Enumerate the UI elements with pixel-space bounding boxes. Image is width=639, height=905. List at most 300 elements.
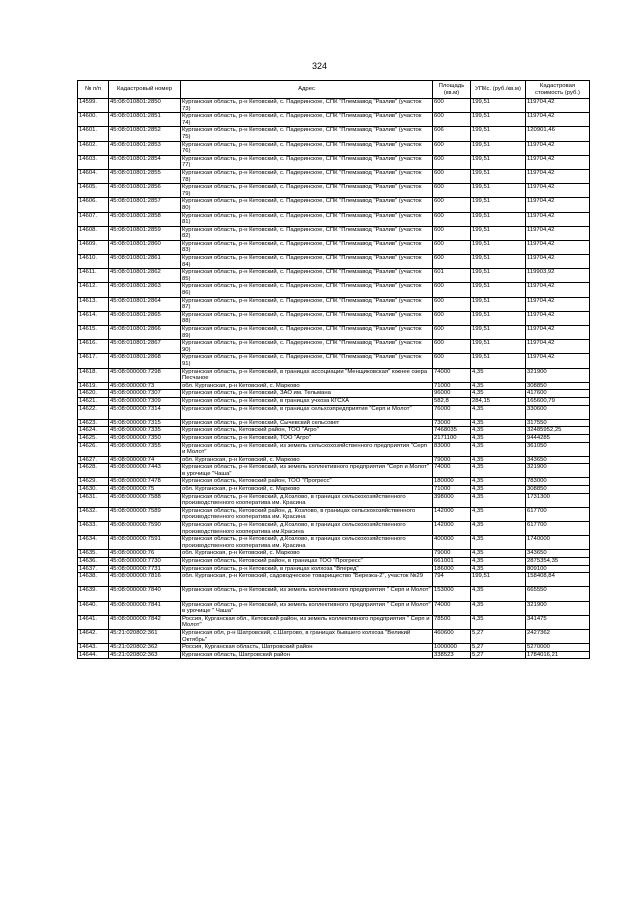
row-number-cell: 14638.: [78, 573, 109, 587]
cadastral-number-cell: 45:08:010801:2867: [109, 340, 181, 354]
row-number-cell: 14626.: [78, 442, 109, 456]
cadastral-number-cell: 45:21:020802:363: [109, 651, 181, 659]
address-cell: Курганская область, р-н Кетовский, с. Падеринское, СПК "Племзавод "Разлив" (участок 83): [181, 240, 433, 254]
area-cell: 74000: [433, 368, 471, 382]
table-row: [78, 601, 590, 615]
table-row: [78, 311, 590, 325]
row-number-cell: 14642.: [78, 629, 109, 643]
address-cell: Курганская область, Кетовский район, ТОО "Агро": [181, 427, 433, 435]
table-row: [78, 442, 590, 456]
cadastral-value-cell: 783000: [526, 478, 590, 486]
upks-cell: 199,51: [471, 340, 526, 354]
area-cell: 600: [433, 283, 471, 297]
cadastral-value-cell: 321900: [526, 601, 590, 615]
upks-cell: 199,51: [471, 169, 526, 183]
address-cell: Курганская область, р-н Кетовский, с. Падеринское, СПК "Племзавод "Разлив" (участок 77): [181, 155, 433, 169]
table-row: [78, 615, 590, 629]
cadastral-number-cell: 45:08:010801:2864: [109, 297, 181, 311]
row-number-cell: 14630.: [78, 486, 109, 494]
upks-cell: 4,35: [471, 405, 526, 419]
address-cell: Курганская область, р-н Кетовский, с. Падеринское, СПК "Племзавод "Разлив" (участок 89): [181, 326, 433, 340]
table-row: [78, 493, 590, 507]
area-cell: 600: [433, 311, 471, 325]
area-cell: 186000: [433, 565, 471, 573]
row-number-cell: 14639.: [78, 587, 109, 601]
cadastral-value-cell: 5270000: [526, 644, 590, 652]
column-header-address: Адрес: [181, 81, 433, 99]
cadastral-value-cell: 308850: [526, 382, 590, 390]
cadastral-value-cell: 2427362: [526, 629, 590, 643]
cadastral-value-cell: 617700: [526, 522, 590, 536]
upks-cell: 4,35: [471, 507, 526, 521]
address-cell: Курганская область, р-н Кетовский, с. Падеринское, СПК "Племзавод "Разлив" (участок 81): [181, 212, 433, 226]
table-row: [78, 255, 590, 269]
cadastral-value-cell: 321900: [526, 464, 590, 478]
row-number-cell: 14637.: [78, 565, 109, 573]
table-header-row: [78, 81, 590, 99]
cadastral-number-cell: 45:21:020802:362: [109, 644, 181, 652]
cadastral-number-cell: 45:08:000000:7816: [109, 573, 181, 587]
cadastral-number-cell: 45:08:010801:2863: [109, 283, 181, 297]
cadastral-number-cell: 45:08:010801:2853: [109, 141, 181, 155]
cadastral-value-cell: 341475: [526, 615, 590, 629]
row-number-cell: 14599.: [78, 99, 109, 113]
row-number-cell: 14617.: [78, 354, 109, 368]
row-number-cell: 14616.: [78, 340, 109, 354]
cadastral-value-cell: 158408,84: [526, 573, 590, 587]
table-row: [78, 198, 590, 212]
table-row: [78, 456, 590, 464]
address-cell: Курганская область, р-н Кетовский, ТОО "Агро": [181, 434, 433, 442]
upks-cell: 199,51: [471, 326, 526, 340]
area-cell: 83000: [433, 442, 471, 456]
cadastral-number-cell: 45:08:000000:7590: [109, 522, 181, 536]
row-number-cell: 14608.: [78, 226, 109, 240]
area-cell: 600: [433, 99, 471, 113]
area-cell: 794: [433, 573, 471, 587]
address-cell: Курганская область, р-н Кетовский, д.Козлово, в границах сельскохозяйственного производственного кооператива им.Красина: [181, 522, 433, 536]
area-cell: 600: [433, 240, 471, 254]
address-cell: Курганская область, р-н Кетовский, в границах учхоза КГСХА: [181, 397, 433, 405]
cadastral-value-cell: 1731300: [526, 493, 590, 507]
row-number-cell: 14606.: [78, 198, 109, 212]
row-number-cell: 14620.: [78, 390, 109, 398]
address-cell: Курганская область, р-н Кетовский, с. Падеринское, СПК "Племзавод "Разлив" (участок 79): [181, 184, 433, 198]
cadastral-number-cell: 45:08:000000:7840: [109, 587, 181, 601]
column-header-upks: УПКс. (руб./кв.м): [471, 81, 526, 99]
upks-cell: 4,35: [471, 536, 526, 550]
area-cell: 338523: [433, 651, 471, 659]
row-number-cell: 14618.: [78, 368, 109, 382]
upks-cell: 4,35: [471, 493, 526, 507]
upks-cell: 4,35: [471, 368, 526, 382]
cadastral-value-cell: 120901,46: [526, 127, 590, 141]
address-cell: Курганская область, р-н Кетовский, из земель коллективного предприятия " Серп и Молот" в урочище " Чаша": [182, 601, 431, 615]
table-row: [78, 419, 590, 427]
cadastral-value-cell: 119704,42: [526, 297, 590, 311]
area-cell: 600: [433, 297, 471, 311]
upks-cell: 4,35: [471, 427, 526, 435]
table-row: [78, 629, 590, 643]
address-cell: Курганская область, р-н Кетовский, Сычевский сельсовет: [181, 419, 433, 427]
row-number-cell: 14613.: [78, 297, 109, 311]
cadastral-value-cell: 119704,42: [526, 198, 590, 212]
table-row: [78, 99, 590, 113]
area-cell: 142000: [433, 522, 471, 536]
address-cell: Курганская область, Кетовский район, в границах ТОО "Прогресс": [181, 558, 433, 566]
area-cell: 600: [433, 113, 471, 127]
upks-cell: 4,35: [471, 615, 526, 629]
address-cell: обл. Курганская, р-н Кетовский, с. Марково: [181, 550, 433, 558]
table-row: [78, 368, 590, 382]
address-cell: Курганская область, р-н Кетовский, с. Падеринское, СПК "Племзавод "Разлив" (участок 82): [181, 226, 433, 240]
upks-cell: 199,51: [471, 155, 526, 169]
cadastral-value-cell: 617700: [526, 507, 590, 521]
address-cell: Курганская область, р-н Кетовский, с. Падеринское, СПК "Племзавод "Разлив" (участок 76): [181, 141, 433, 155]
row-number-cell: 14636.: [78, 558, 109, 566]
upks-cell: 199,51: [471, 269, 526, 283]
upks-cell: 4,35: [471, 486, 526, 494]
cadastral-number-cell: 45:21:020802:361: [109, 629, 181, 643]
table-row: [78, 558, 590, 566]
column-header-cadastral-value: Кадастровая стоимость (руб.): [526, 81, 590, 99]
area-cell: 74000: [433, 601, 471, 615]
area-cell: 71000: [433, 486, 471, 494]
cadastral-number-cell: 45:08:010801:2861: [109, 255, 181, 269]
cadastral-value-cell: 165600,79: [526, 397, 590, 405]
cadastral-number-cell: 45:08:000000:7478: [109, 478, 181, 486]
cadastral-value-cell: 32485952,25: [526, 427, 590, 435]
cadastral-number-cell: 45:08:000000:7355: [109, 442, 181, 456]
address-cell: обл. Курганская, р-н Кетовский, с. Марково: [181, 486, 433, 494]
upks-cell: 199,51: [471, 283, 526, 297]
cadastral-number-cell: 45:08:010801:2852: [109, 127, 181, 141]
area-cell: 600: [433, 354, 471, 368]
cadastral-value-cell: 343650: [526, 550, 590, 558]
table-row: [78, 573, 590, 587]
table-row: [78, 390, 590, 398]
area-cell: 600: [433, 198, 471, 212]
cadastral-number-cell: 45:08:010801:2857: [109, 198, 181, 212]
cadastral-value-cell: 1784016,21: [526, 651, 590, 659]
cadastral-number-cell: 45:08:000000:7335: [109, 427, 181, 435]
upks-cell: 199,51: [471, 198, 526, 212]
upks-cell: 4,35: [471, 419, 526, 427]
upks-cell: 5,27: [471, 629, 526, 643]
cadastral-number-cell: 45:08:000000:76: [109, 550, 181, 558]
cadastral-value-cell: 119704,42: [526, 255, 590, 269]
row-number-cell: 14633.: [78, 522, 109, 536]
area-cell: 600: [433, 141, 471, 155]
upks-cell: 5,27: [471, 651, 526, 659]
row-number-cell: 14628.: [78, 464, 109, 478]
table-row: [78, 478, 590, 486]
table-row: [78, 405, 590, 419]
cadastral-value-cell: 9444285: [526, 434, 590, 442]
row-number-cell: 14632.: [78, 507, 109, 521]
upks-cell: 199,51: [471, 113, 526, 127]
area-cell: 78500: [433, 615, 471, 629]
upks-cell: 199,51: [471, 226, 526, 240]
cadastral-value-cell: 119704,42: [526, 141, 590, 155]
cadastral-value-cell: 308850: [526, 486, 590, 494]
cadastral-number-cell: 45:08:000000:7298: [109, 368, 181, 382]
table-row: [78, 644, 590, 652]
cadastral-number-cell: 45:08:000000:7307: [109, 390, 181, 398]
area-cell: 661001: [433, 558, 471, 566]
cadastral-number-cell: 45:08:010801:2851: [109, 113, 181, 127]
cadastral-number-cell: 45:08:000000:7443: [109, 464, 181, 478]
upks-cell: 4,35: [471, 550, 526, 558]
column-header-cadastral-number: Кадастровый номер: [109, 81, 181, 99]
address-cell: обл. Курганская, р-н Кетовский, садоводческое товарищество "Березка-2", участок №29: [181, 573, 433, 587]
row-number-cell: 14621.: [78, 397, 109, 405]
cadastral-value-cell: 417600: [526, 390, 590, 398]
address-cell: Россия, Курганская область, Шатровский район: [181, 644, 433, 652]
upks-cell: 4,35: [471, 434, 526, 442]
cadastral-number-cell: 45:08:010801:2860: [109, 240, 181, 254]
cadastral-number-cell: 45:08:000000:7588: [109, 493, 181, 507]
address-cell: Курганская область, р-н Кетовский, с. Падеринское, СПК "Племзавод "Разлив" (участок 88): [181, 311, 433, 325]
cadastral-value-cell: 2875354,35: [526, 558, 590, 566]
table-row: [78, 141, 590, 155]
row-number-cell: 14604.: [78, 169, 109, 183]
cadastral-number-cell: 45:08:000000:7591: [109, 536, 181, 550]
table-row: [78, 340, 590, 354]
cadastral-number-cell: 45:08:010801:2856: [109, 184, 181, 198]
address-cell: Россия, Курганская обл., Кетовский район, из земель коллективного предприятия " Серп и Молот": [181, 615, 433, 629]
cadastral-number-cell: 45:08:000000:74: [109, 456, 181, 464]
area-cell: 398000: [433, 493, 471, 507]
area-cell: 73000: [433, 419, 471, 427]
cadastral-number-cell: 45:08:000000:73: [109, 382, 181, 390]
address-cell: Курганская область, р-н Кетовский, с. Падеринское, СПК "Племзавод "Разлив" (участок 75): [181, 127, 433, 141]
area-cell: 2171100: [433, 434, 471, 442]
upks-cell: 199,51: [471, 354, 526, 368]
upks-cell: 4,35: [471, 478, 526, 486]
area-cell: 600: [433, 340, 471, 354]
table-row: [78, 464, 590, 478]
table-row: [78, 127, 590, 141]
upks-cell: 199,51: [471, 141, 526, 155]
table-row: [78, 269, 590, 283]
address-cell: Курганская область, р-н Кетовский, с. Падеринское, СПК "Племзавод "Разлив" (участок 87): [181, 297, 433, 311]
address-cell: Курганская область, р-н Кетовский, с. Падеринское, СПК "Племзавод "Разлив" (участок 86): [181, 283, 433, 297]
address-cell: Курганская область, р-н Кетовский, из земель коллективного предприятия " Серп и Молот": [181, 587, 433, 601]
cadastral-value-cell: 119704,42: [526, 99, 590, 113]
row-number-cell: 14644.: [78, 651, 109, 659]
cadastral-value-cell: 809100: [526, 565, 590, 573]
upks-cell: 4,35: [471, 522, 526, 536]
table-row: [78, 113, 590, 127]
area-cell: 153000: [433, 587, 471, 601]
cadastral-number-cell: 45:08:000000:7731: [109, 565, 181, 573]
area-cell: 600: [433, 212, 471, 226]
table-row: [78, 283, 590, 297]
row-number-cell: 14643.: [78, 644, 109, 652]
row-number-cell: 14601.: [78, 127, 109, 141]
area-cell: 600: [433, 155, 471, 169]
address-cell: Курганская область, р-н Кетовский, с. Падеринское, СПК "Племзавод "Разлив" (участок 91): [181, 354, 433, 368]
row-number-cell: 14623.: [78, 419, 109, 427]
cadastral-number-cell: 45:08:010801:2865: [109, 311, 181, 325]
table-row: [78, 651, 590, 659]
address-cell: Курганская область, р-н Кетовский, с. Падеринское, СПК "Племзавод "Разлив" (участок 80): [181, 198, 433, 212]
upks-cell: 199,51: [471, 212, 526, 226]
cadastral-value-cell: 119704,42: [526, 354, 590, 368]
area-cell: 400000: [433, 536, 471, 550]
cadastral-number-cell: 45:08:010801:2850: [109, 99, 181, 113]
upks-cell: 199,51: [471, 127, 526, 141]
row-number-cell: 14627.: [78, 456, 109, 464]
upks-cell: 199,51: [471, 297, 526, 311]
upks-cell: 4,35: [471, 442, 526, 456]
upks-cell: 4,35: [471, 464, 526, 478]
area-cell: 96000: [433, 390, 471, 398]
upks-cell: 4,35: [471, 601, 526, 615]
table-row: [78, 550, 590, 558]
upks-cell: 4,35: [471, 456, 526, 464]
upks-cell: 4,35: [471, 587, 526, 601]
address-cell: Курганская область, р-н Кетовский, с. Падеринское, СПК "Племзавод "Разлив" (участок 90): [181, 340, 433, 354]
row-number-cell: 14641.: [78, 615, 109, 629]
cadastral-number-cell: 45:08:010801:2859: [109, 226, 181, 240]
row-number-cell: 14622.: [78, 405, 109, 419]
area-cell: 7468035: [433, 427, 471, 435]
table-row: [78, 155, 590, 169]
area-cell: 79000: [433, 550, 471, 558]
table-row: [78, 354, 590, 368]
address-cell: Курганская область, р-н Кетовский, с. Падеринское, СПК "Племзавод "Разлив" (участок 78): [181, 169, 433, 183]
cadastral-number-cell: 45:08:000000:7841: [109, 601, 181, 615]
area-cell: 582,8: [433, 397, 471, 405]
area-cell: 142000: [433, 507, 471, 521]
upks-cell: 4,35: [471, 390, 526, 398]
upks-cell: 4,35: [471, 565, 526, 573]
row-number-cell: 14605.: [78, 184, 109, 198]
upks-cell: 199,51: [471, 311, 526, 325]
address-cell: обл. Курганская, р-н Кетовский, с. Марково: [181, 382, 433, 390]
upks-cell: 199,51: [471, 573, 526, 587]
address-cell: Курганская область, р-н Кетовский, с. Падеринское, СПК "Племзавод "Разлив" (участок 73): [181, 99, 433, 113]
cadastral-number-cell: 45:08:010801:2854: [109, 155, 181, 169]
table-row: [78, 522, 590, 536]
row-number-cell: 14625.: [78, 434, 109, 442]
row-number-cell: 14600.: [78, 113, 109, 127]
cadastral-register-table: [77, 80, 590, 659]
table-row: [78, 184, 590, 198]
upks-cell: 4,35: [471, 558, 526, 566]
address-cell: Курганская область, р-н Кетовский, с. Падеринское, СПК "Племзавод "Разлив" (участок 84): [181, 255, 433, 269]
cadastral-value-cell: 321900: [526, 368, 590, 382]
upks-cell: 199,51: [471, 255, 526, 269]
area-cell: 600: [433, 169, 471, 183]
row-number-cell: 14607.: [78, 212, 109, 226]
row-number-cell: 14611.: [78, 269, 109, 283]
row-number-cell: 14614.: [78, 311, 109, 325]
row-number-cell: 14640.: [78, 601, 109, 615]
address-cell: Курганская область, р-н Кетовский, из земель коллективного предприятия "Серп и Молот" в урочище "Чаша": [181, 464, 433, 478]
table-row: [78, 434, 590, 442]
upks-cell: 4,35: [471, 382, 526, 390]
address-cell: Курганская область, р-н Кетовский, в границах колхоза "Вперед": [181, 565, 433, 573]
cadastral-number-cell: 45:08:000000:75: [109, 486, 181, 494]
cadastral-value-cell: 317550: [526, 419, 590, 427]
address-cell: Курганская область, р-н Кетовский, д.Козлово, в границах сельскохозяйственного производственного кооператива им. Красина: [181, 493, 433, 507]
cadastral-number-cell: 45:08:010801:2868: [109, 354, 181, 368]
address-cell: Курганская обл, р-н Шатровский, с.Шатрово, в границах бывшего колхоза "Великий Октябрь": [181, 629, 433, 643]
area-cell: 600: [433, 184, 471, 198]
cadastral-value-cell: 119704,42: [526, 184, 590, 198]
table-row: [78, 507, 590, 521]
cadastral-value-cell: 119704,42: [526, 226, 590, 240]
address-cell: Курганская область, Кетовский район, ТОО "Прогресс": [181, 478, 433, 486]
cadastral-value-cell: 330600: [526, 405, 590, 419]
upks-cell: 284,15: [471, 397, 526, 405]
row-number-cell: 14609.: [78, 240, 109, 254]
upks-cell: 199,51: [471, 184, 526, 198]
address-cell: обл. Курганская, р-н Кетовский, с. Марково: [181, 456, 433, 464]
cadastral-value-cell: 1740000: [526, 536, 590, 550]
cadastral-number-cell: 45:08:010801:2862: [109, 269, 181, 283]
area-cell: 600: [433, 226, 471, 240]
row-number-cell: 14624.: [78, 427, 109, 435]
address-cell: Курганская область, Шатровский район: [181, 651, 433, 659]
upks-cell: 199,51: [471, 240, 526, 254]
cadastral-value-cell: 119704,42: [526, 155, 590, 169]
area-cell: 74000: [433, 464, 471, 478]
cadastral-value-cell: 119704,42: [526, 113, 590, 127]
row-number-cell: 14629.: [78, 478, 109, 486]
area-cell: 600: [433, 326, 471, 340]
address-cell: Курганская область, р-н Кетовский, в границах ассоциации "Менщиковская" южнее озера Песчаное: [181, 368, 433, 382]
address-cell: Курганская область, р-н Кетовский, ЗАО им. Тельмана: [181, 390, 433, 398]
upks-cell: 199,51: [471, 99, 526, 113]
cadastral-number-cell: 45:08:000000:7842: [109, 615, 181, 629]
row-number-cell: 14610.: [78, 255, 109, 269]
table-row: [78, 427, 590, 435]
row-number-cell: 14602.: [78, 141, 109, 155]
row-number-cell: 14619.: [78, 382, 109, 390]
table-row: [78, 565, 590, 573]
cadastral-number-cell: 45:08:010801:2855: [109, 169, 181, 183]
table-row: [78, 240, 590, 254]
cadastral-value-cell: 119903,92: [526, 269, 590, 283]
row-number-cell: 14615.: [78, 326, 109, 340]
cadastral-value-cell: 361050: [526, 442, 590, 456]
table-row: [78, 486, 590, 494]
cadastral-number-cell: 45:08:010801:2866: [109, 326, 181, 340]
area-cell: 71000: [433, 382, 471, 390]
table-row: [78, 169, 590, 183]
column-header-number: № п/п: [78, 81, 109, 99]
page-number: 324: [311, 61, 328, 71]
table-row: [78, 226, 590, 240]
address-cell: Курганская область, р-н Кетовский, с. Падеринское, СПК "Племзавод "Разлив" (участок 85): [181, 269, 433, 283]
area-cell: 606: [433, 127, 471, 141]
cadastral-value-cell: 119704,42: [526, 240, 590, 254]
table-row: [78, 212, 590, 226]
cadastral-number-cell: 45:08:000000:7315: [109, 419, 181, 427]
cadastral-number-cell: 45:08:000000:7350: [109, 434, 181, 442]
upks-cell: 5,27: [471, 644, 526, 652]
cadastral-number-cell: 45:08:000000:7314: [109, 405, 181, 419]
row-number-cell: 14631.: [78, 493, 109, 507]
area-cell: 76000: [433, 405, 471, 419]
cadastral-value-cell: 119704,42: [526, 169, 590, 183]
area-cell: 79000: [433, 456, 471, 464]
cadastral-number-cell: 45:08:010801:2858: [109, 212, 181, 226]
